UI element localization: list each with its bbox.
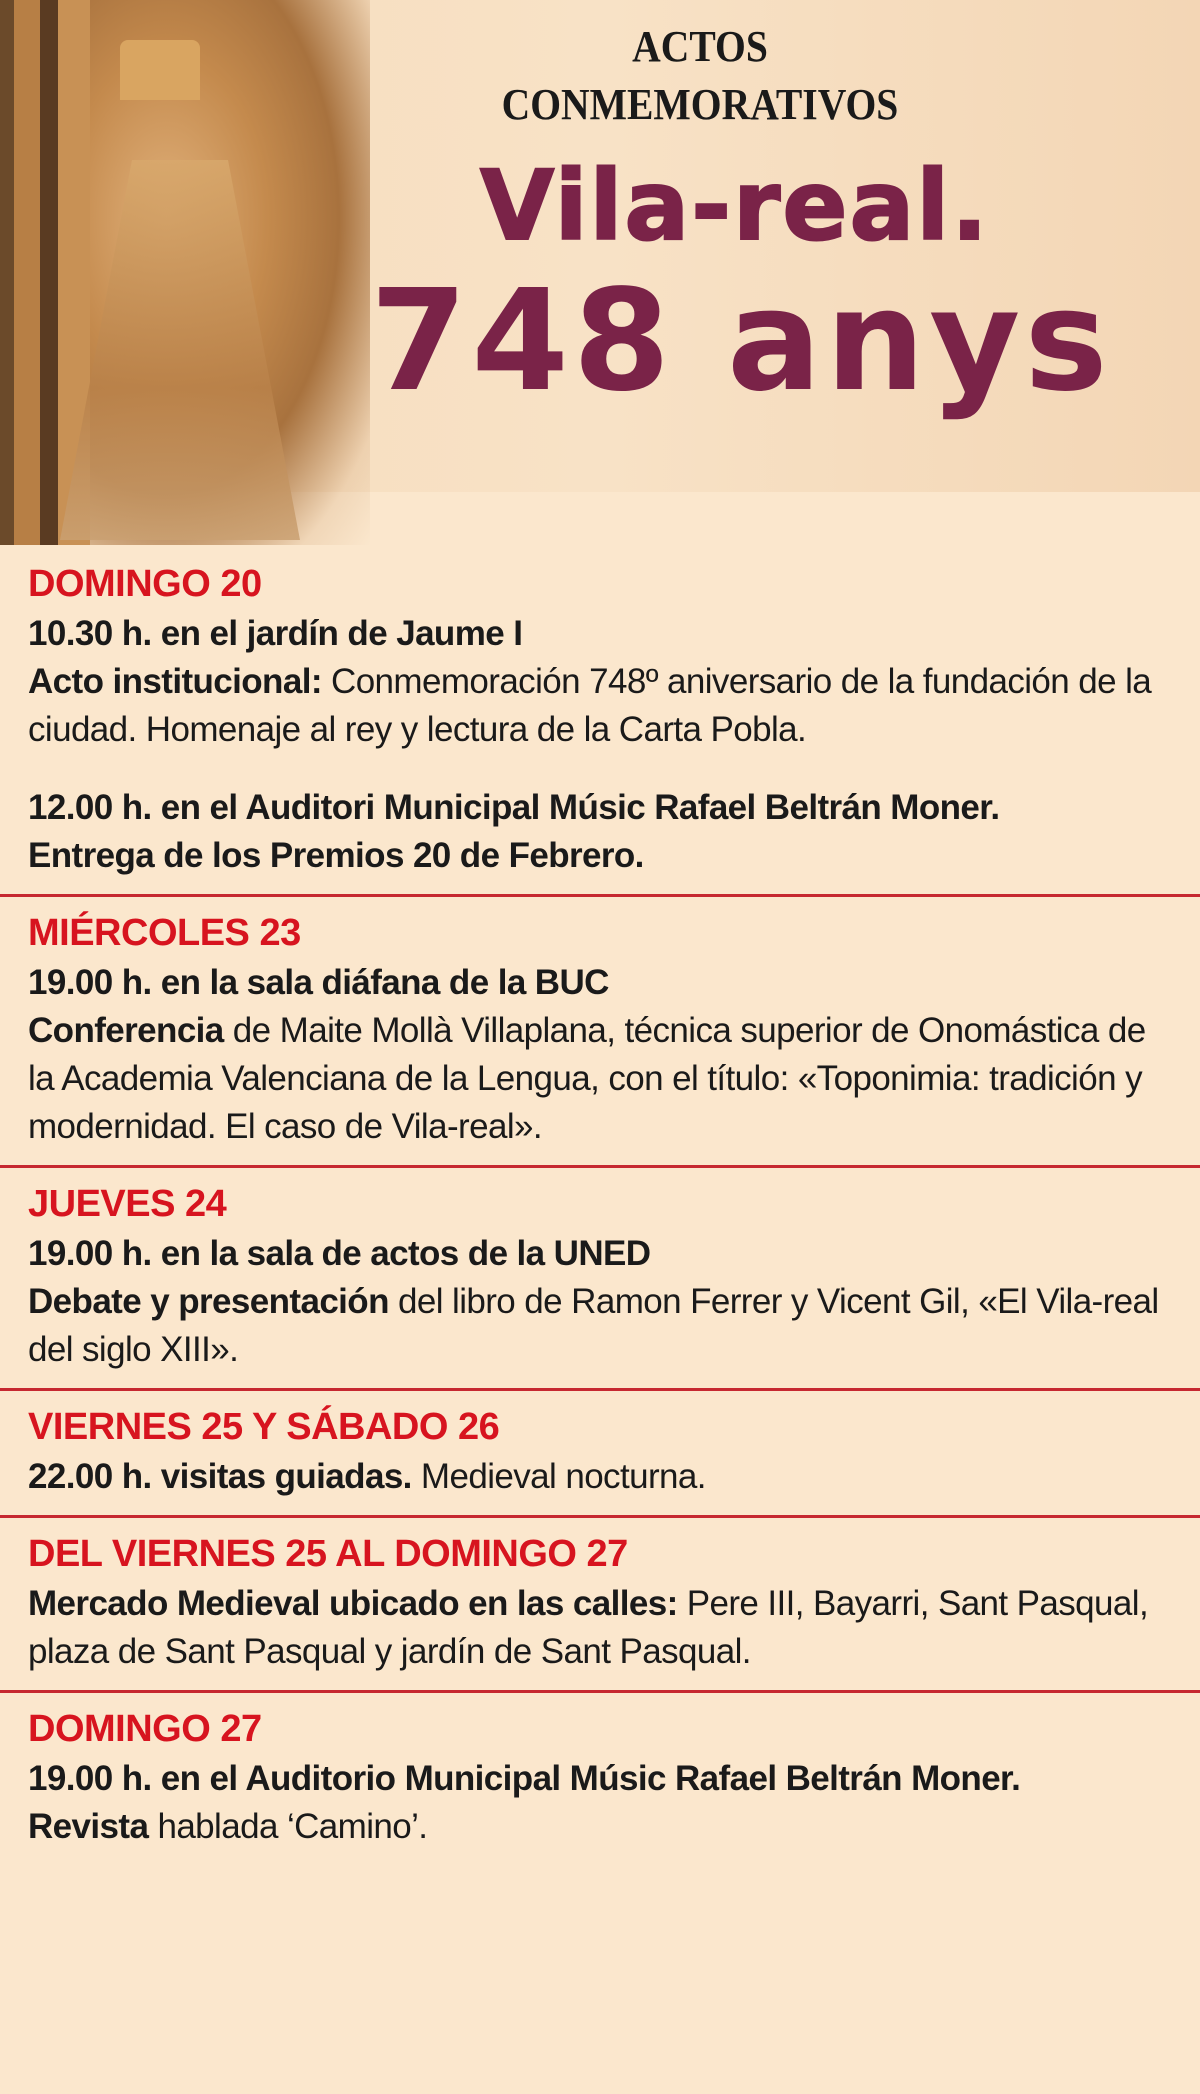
event-text: Pere III, Bayarri, Sant Pasqual, plaza de Sant Pasqual y jardín de Sant Pasqual.	[28, 1584, 1149, 1671]
event-day: VIERNES 25 Y SÁBADO 26	[28, 1406, 500, 1448]
event-day: JUEVES 24	[28, 1183, 227, 1225]
event-section	[0, 548, 1200, 897]
event-text: del libro de Ramon Ferrer y Vicent Gil, «El Vila-real del siglo XIII».	[28, 1282, 1159, 1369]
header-banner	[0, 0, 1200, 492]
figure-shape	[60, 160, 300, 540]
event-description	[28, 658, 1172, 754]
event-day: DOMINGO 27	[28, 1708, 262, 1750]
event-lead: Entrega de los Premios 20 de Febrero.	[28, 836, 644, 875]
event-description	[28, 1580, 1172, 1676]
brand-title: Vila-real.	[480, 150, 990, 262]
header-title	[466, 18, 934, 134]
event-section	[0, 1168, 1200, 1391]
event-section	[0, 1518, 1200, 1693]
event-time: 19.00 h. en la sala diáfana de la BUC	[28, 963, 609, 1002]
event-day: DOMINGO 20	[28, 563, 262, 605]
event-description	[28, 1278, 1172, 1374]
event-lead: Conferencia	[28, 1011, 224, 1050]
event-time: 19.00 h. en el Auditorio Municipal Músic Rafael Beltrán Moner.	[28, 1759, 1021, 1798]
event-time: 12.00 h. en el Auditori Municipal Músic Rafael Beltrán Moner.	[28, 788, 1000, 827]
event-time: 10.30 h. en el jardín de Jaume I	[28, 614, 523, 653]
event-description	[28, 1007, 1172, 1151]
event-day: DEL VIERNES 25 AL DOMINGO 27	[28, 1533, 628, 1575]
event-day: MIÉRCOLES 23	[28, 912, 301, 954]
event-section	[0, 897, 1200, 1168]
event-section	[0, 1693, 1200, 1865]
title-line-1: ACTOS	[632, 22, 768, 71]
event-text: Conmemoración 748º aniversario de la fundación de la ciudad. Homenaje al rey y lectura de la Carta Pobla.	[28, 662, 1152, 749]
event-lead: Mercado Medieval ubicado en las calles:	[28, 1584, 678, 1623]
event-text: de Maite Mollà Villaplana, técnica superior de Onomástica de la Academia Valenciana de la Lengua, con el título: «Toponimia: tradición y modernidad. El caso de Vila-real».	[28, 1011, 1146, 1146]
brand-subtitle: 748 anys	[370, 260, 1112, 423]
event-section	[0, 1391, 1200, 1518]
event-lead: Debate y presentación	[28, 1282, 389, 1321]
title-line-2: CONMEMORATIVOS	[501, 80, 899, 129]
event-lead: Acto institucional:	[28, 662, 322, 701]
king-jaume-illustration	[0, 0, 370, 545]
event-text: Medieval nocturna.	[411, 1457, 706, 1496]
event-time: 19.00 h. en la sala de actos de la UNED	[28, 1234, 651, 1273]
event-text: hablada ‘Camino’.	[148, 1807, 428, 1846]
crown-shape	[120, 40, 200, 100]
event-description	[28, 1453, 1172, 1501]
events-list	[0, 548, 1200, 1865]
event-description	[28, 1803, 1172, 1851]
event-lead: Revista	[28, 1807, 149, 1846]
event-lead: 22.00 h. visitas guiadas.	[28, 1457, 412, 1496]
